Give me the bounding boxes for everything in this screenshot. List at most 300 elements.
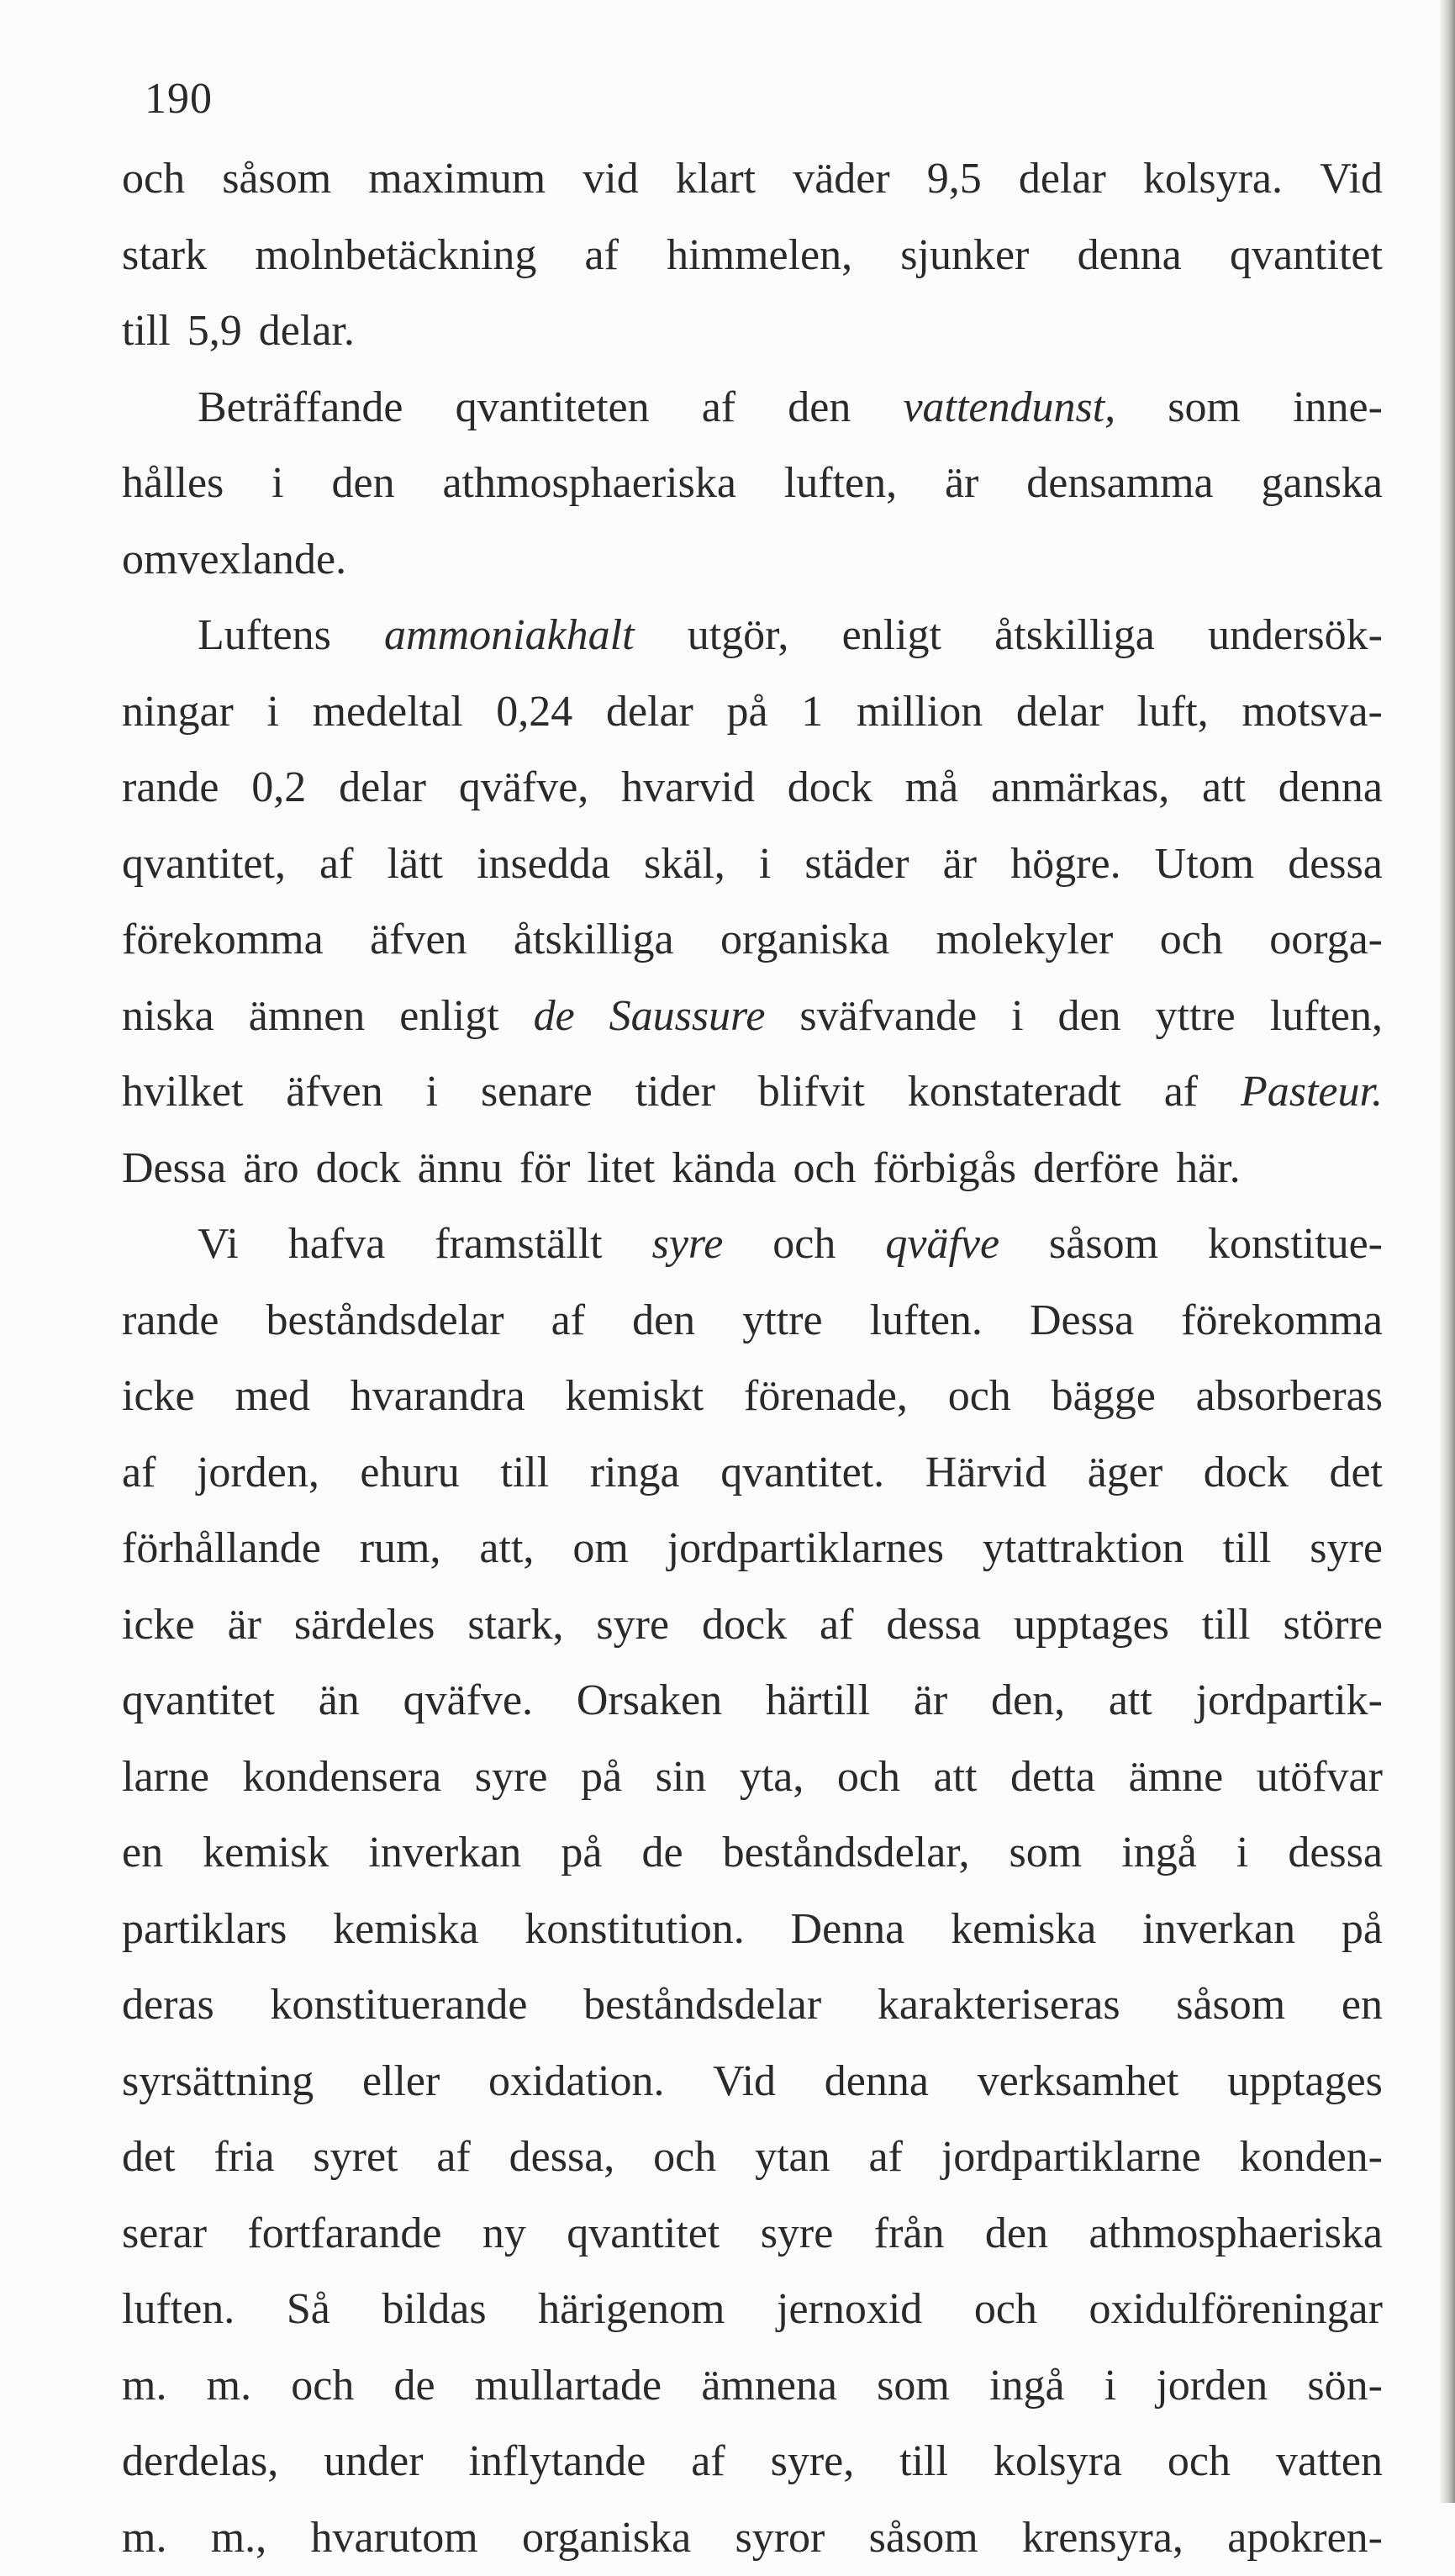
word: konstitue-	[1208, 1206, 1383, 1283]
word: Denna	[791, 1892, 905, 1968]
word: ytattraktion	[983, 1511, 1184, 1587]
word: mullartade	[475, 2348, 662, 2425]
word: denna	[825, 2044, 929, 2120]
text-line	[122, 1359, 1383, 1435]
word: under	[324, 2424, 423, 2500]
word: ämnena	[701, 2348, 837, 2425]
word: delar	[339, 750, 426, 826]
word: 9,5	[927, 141, 982, 218]
body-text	[122, 141, 1383, 2576]
word: af	[436, 2119, 470, 2196]
word: dessa	[1288, 826, 1383, 903]
word: som	[877, 2348, 950, 2425]
word: sjunker	[900, 218, 1029, 294]
word: omvexlande.	[122, 522, 346, 599]
word: qvantitet	[122, 1663, 275, 1739]
word: i	[267, 674, 279, 751]
word: som	[1010, 1815, 1083, 1892]
word: denna	[1078, 218, 1182, 294]
word: äro	[243, 1131, 298, 1207]
word: och	[837, 1739, 900, 1816]
word: sväfvande	[799, 979, 977, 1055]
word: m.	[122, 2348, 166, 2425]
word: inne-	[1293, 370, 1383, 446]
italic-word: de	[534, 979, 575, 1055]
word: sön-	[1307, 2348, 1383, 2425]
word: härigenom	[538, 2272, 725, 2348]
word: på	[561, 1815, 602, 1892]
word: Dessa	[1030, 1283, 1134, 1359]
page-edge-shadow	[1440, 0, 1455, 2503]
word: konstitution.	[525, 1892, 744, 1968]
word: delar	[1016, 674, 1104, 751]
word: syrsättning	[122, 2044, 314, 2120]
text-line	[122, 2196, 1383, 2272]
word: Vid	[1320, 141, 1383, 218]
word: kemiska	[333, 1892, 478, 1968]
word: större	[1284, 1587, 1383, 1664]
word: skäl,	[644, 826, 725, 903]
word: och	[653, 2119, 716, 2196]
text-line	[122, 1511, 1383, 1587]
text-line	[122, 1892, 1383, 1968]
word: kolsyra	[994, 2424, 1122, 2500]
text-line	[122, 2348, 1383, 2425]
word: sin	[656, 1739, 707, 1816]
word: oorga-	[1269, 902, 1383, 979]
word: detta	[1010, 1739, 1095, 1816]
text-line	[122, 370, 1383, 446]
word: delar	[1019, 141, 1106, 218]
word: luften,	[784, 446, 897, 522]
word: anmärkas,	[991, 750, 1169, 826]
word: yttre	[742, 1283, 822, 1359]
word: hafva	[288, 1206, 385, 1283]
word: utgör,	[688, 598, 789, 674]
word: 1	[801, 674, 823, 751]
word: Luftens	[198, 598, 331, 674]
word: himmelen,	[667, 218, 852, 294]
word: upptages	[1227, 2044, 1383, 2120]
word: den	[332, 446, 395, 522]
text-line	[122, 1587, 1383, 1664]
word: 0,2	[251, 750, 306, 826]
word: i	[1236, 1815, 1248, 1892]
italic-word: vattendunst,	[903, 370, 1115, 446]
word: ganska	[1262, 446, 1383, 522]
word: oxidulföreningar	[1089, 2272, 1382, 2348]
text-line	[122, 1206, 1383, 1283]
word: och	[793, 1131, 856, 1207]
word: m.	[122, 2500, 166, 2576]
word: såsom	[1049, 1206, 1158, 1283]
italic-word: ammoniakhalt	[384, 598, 635, 674]
word: de	[641, 1815, 683, 1892]
word: m.	[207, 2348, 251, 2425]
word: en	[122, 1815, 163, 1892]
word: och	[291, 2348, 354, 2425]
word: icke	[122, 1359, 195, 1435]
word: såsom	[222, 141, 331, 218]
text-line	[122, 1283, 1383, 1359]
word: är	[914, 1663, 947, 1739]
word: ningar	[122, 674, 234, 751]
word: fria	[214, 2119, 274, 2196]
word: är	[945, 446, 978, 522]
word: äfven	[370, 902, 467, 979]
text-line	[122, 1739, 1383, 1816]
word: undersök-	[1208, 598, 1383, 674]
word: i	[426, 1054, 438, 1131]
word: och	[948, 1359, 1011, 1435]
text-line	[122, 446, 1383, 522]
word: ytan	[755, 2119, 830, 2196]
word: af	[585, 218, 619, 294]
word: deras	[122, 1967, 214, 2044]
word: insedda	[477, 826, 610, 903]
word: qvantitet	[567, 2196, 720, 2272]
word: organiska	[522, 2500, 691, 2576]
word: jordpartiklarnes	[667, 1511, 944, 1587]
word: qvantitet,	[122, 826, 286, 903]
word: eller	[362, 2044, 440, 2120]
word: ny	[482, 2196, 526, 2272]
word: högre.	[1010, 826, 1120, 903]
word: på	[727, 674, 768, 751]
word: enligt	[399, 979, 498, 1055]
word: och	[974, 2272, 1037, 2348]
word: må	[905, 750, 959, 826]
word: som	[1168, 370, 1241, 446]
word: vatten	[1276, 2424, 1383, 2500]
word: beståndsdelar	[583, 1967, 821, 2044]
word: hvarvid	[621, 750, 755, 826]
text-line	[122, 522, 1383, 599]
word: med	[235, 1359, 310, 1435]
word: Beträffande	[198, 370, 403, 446]
word: syre	[596, 1587, 669, 1664]
italic-word: qväfve	[885, 1206, 999, 1283]
text-line	[122, 1435, 1383, 1512]
word: ingå	[1121, 1815, 1197, 1892]
word: i	[271, 446, 283, 522]
word: till	[1223, 1511, 1272, 1587]
word: dock	[1204, 1435, 1289, 1512]
word: Utom	[1155, 826, 1254, 903]
word: och	[772, 1206, 836, 1283]
word: qvantitet	[1230, 218, 1383, 294]
word: yta,	[740, 1739, 804, 1816]
word: härtill	[766, 1663, 870, 1739]
word: inverkan	[1142, 1892, 1295, 1968]
word: af	[868, 2119, 902, 2196]
word: dessa,	[509, 2119, 615, 2196]
word: enligt	[842, 598, 941, 674]
word: ännu	[418, 1131, 503, 1207]
word: serar	[122, 2196, 207, 2272]
word: förenade,	[744, 1359, 908, 1435]
word: till	[500, 1435, 549, 1512]
text-line	[122, 674, 1383, 751]
word: af	[820, 1587, 853, 1664]
word: den	[632, 1283, 695, 1359]
word: hvarutom	[310, 2500, 477, 2576]
word: äger	[1088, 1435, 1162, 1512]
text-line	[122, 2424, 1383, 2500]
word: m.,	[211, 2500, 266, 2576]
word: medeltal	[313, 674, 463, 751]
text-line	[122, 902, 1383, 979]
word: åtskilliga	[514, 902, 674, 979]
word: beståndsdelar,	[723, 1815, 970, 1892]
word: på	[1342, 1892, 1383, 1968]
word: denna	[1278, 750, 1383, 826]
word: på	[581, 1739, 622, 1816]
word: utöfvar	[1257, 1739, 1383, 1816]
text-line	[122, 1131, 1383, 1207]
text-line	[122, 598, 1383, 674]
word: förekomma	[122, 902, 324, 979]
word: syre	[475, 1739, 548, 1816]
word: syre	[761, 2196, 834, 2272]
word: konden-	[1240, 2119, 1383, 2196]
text-line	[122, 979, 1383, 1055]
word: Vi	[198, 1206, 239, 1283]
word: Härvid	[925, 1435, 1046, 1512]
word: att	[934, 1739, 978, 1816]
text-line	[122, 293, 1383, 370]
word: athmosphaeriska	[1089, 2196, 1382, 2272]
word: ehuru	[360, 1435, 459, 1512]
text-line	[122, 1967, 1383, 2044]
word: jordpartiklarne	[941, 2119, 1201, 2196]
text-line	[122, 2272, 1383, 2348]
word: luften,	[1270, 979, 1383, 1055]
word: ingå	[989, 2348, 1065, 2425]
word: athmosphaeriska	[442, 446, 735, 522]
word: förbigås	[873, 1131, 1016, 1207]
word: i	[1011, 979, 1023, 1055]
word: ämne	[1129, 1739, 1224, 1816]
word: af	[319, 826, 353, 903]
word: 5,9	[187, 293, 242, 370]
word: Vid	[713, 2044, 776, 2120]
word: i	[759, 826, 771, 903]
word: såsom	[1176, 1967, 1285, 2044]
word: rum,	[360, 1511, 441, 1587]
word: kemiskt	[566, 1359, 704, 1435]
word: oxidation.	[488, 2044, 664, 2120]
word: dessa	[886, 1587, 981, 1664]
word: en	[1342, 1967, 1383, 2044]
text-line	[122, 1815, 1383, 1892]
word: af	[691, 2424, 725, 2500]
word: åtskilliga	[994, 598, 1155, 674]
word: den	[985, 2196, 1048, 2272]
text-line	[122, 2044, 1383, 2120]
word: den	[1057, 979, 1120, 1055]
word: jorden	[1156, 2348, 1268, 2425]
word: tider	[635, 1054, 715, 1131]
word: ämnen	[249, 979, 366, 1055]
word: luften.	[870, 1283, 983, 1359]
italic-word: Saussure	[609, 979, 766, 1055]
word: syre,	[771, 2424, 855, 2500]
text-line	[122, 141, 1383, 218]
word: från	[874, 2196, 945, 2272]
word: apokren-	[1227, 2500, 1383, 2576]
word: förekomma	[1181, 1283, 1383, 1359]
word: inverkan	[368, 1815, 521, 1892]
word: organiska	[720, 902, 889, 979]
text-line	[122, 2500, 1383, 2576]
word: kemiska	[951, 1892, 1096, 1968]
word: jorden,	[197, 1435, 319, 1512]
word: syret	[313, 2119, 398, 2196]
word: i	[1104, 2348, 1116, 2425]
word: förhållande	[122, 1511, 321, 1587]
word: bägge	[1052, 1359, 1156, 1435]
word: af	[1164, 1054, 1198, 1131]
word: kondensera	[242, 1739, 441, 1816]
word: inflytande	[469, 2424, 646, 2500]
word: stark	[122, 218, 207, 294]
word: Så	[287, 2272, 330, 2348]
word: blifvit	[758, 1054, 865, 1131]
word: syror	[735, 2500, 825, 2576]
word: krensyra,	[1022, 2500, 1184, 2576]
word: delar	[606, 674, 693, 751]
word: jordpartik-	[1196, 1663, 1383, 1739]
word: hvilket	[122, 1054, 243, 1131]
word: dock	[788, 750, 872, 826]
word: och	[1160, 902, 1223, 979]
word: är	[943, 826, 977, 903]
word: rande	[122, 750, 219, 826]
word: karakteriseras	[878, 1967, 1120, 2044]
word: fortfarande	[247, 2196, 441, 2272]
word: niska	[122, 979, 214, 1055]
word: klart	[676, 141, 756, 218]
text-line	[122, 2119, 1383, 2196]
word: vid	[583, 141, 638, 218]
word: bildas	[382, 2272, 486, 2348]
word: de	[394, 2348, 435, 2425]
word: dock	[316, 1131, 401, 1207]
word: molnbetäckning	[255, 218, 536, 294]
word: den,	[991, 1663, 1065, 1739]
word: lätt	[387, 826, 443, 903]
word: dock	[702, 1587, 787, 1664]
word: derföre	[1033, 1131, 1159, 1207]
word: rande	[122, 1283, 219, 1359]
word: konstateradt	[908, 1054, 1121, 1131]
word: jernoxid	[777, 2272, 922, 2348]
word: dessa	[1288, 1815, 1383, 1892]
word: luften.	[122, 2272, 235, 2348]
text-line	[122, 1663, 1383, 1739]
word: väder	[793, 141, 889, 218]
word: larne	[122, 1739, 209, 1816]
word: litet	[587, 1131, 655, 1207]
word: och	[122, 141, 185, 218]
word: hvarandra	[351, 1359, 525, 1435]
word: beståndsdelar	[266, 1283, 504, 1359]
word: kemisk	[203, 1815, 329, 1892]
word: molekyler	[936, 902, 1114, 979]
word: det	[1329, 1435, 1383, 1512]
word: att	[1109, 1663, 1152, 1739]
word: att,	[479, 1511, 534, 1587]
word: icke	[122, 1587, 195, 1664]
word: yttre	[1155, 979, 1235, 1055]
word: qväfve,	[459, 750, 588, 826]
word: verksamhet	[978, 2044, 1179, 2120]
italic-word: syre	[652, 1206, 724, 1283]
word: än	[319, 1663, 360, 1739]
word: till	[1202, 1587, 1251, 1664]
word: konstituerande	[270, 1967, 527, 2044]
word: densamma	[1026, 446, 1213, 522]
word: upptages	[1014, 1587, 1169, 1664]
word: den	[788, 370, 851, 446]
word: att	[1202, 750, 1246, 826]
word: till	[122, 293, 171, 370]
word: hålles	[122, 446, 224, 522]
word: särdeles	[294, 1587, 435, 1664]
text-line	[122, 218, 1383, 294]
word: af	[122, 1435, 156, 1512]
word: million	[857, 674, 983, 751]
word: kolsyra.	[1143, 141, 1283, 218]
page-number: 190	[145, 74, 213, 124]
word: Orsaken	[577, 1663, 722, 1739]
text-line	[122, 826, 1383, 903]
word: motsva-	[1241, 674, 1383, 751]
word: här.	[1176, 1131, 1241, 1207]
word: qvantitet.	[720, 1435, 884, 1512]
word: qväfve.	[403, 1663, 533, 1739]
word: kända	[672, 1131, 776, 1207]
word: partiklars	[122, 1892, 287, 1968]
word: städer	[804, 826, 909, 903]
word: framställt	[435, 1206, 602, 1283]
word: och	[1168, 2424, 1231, 2500]
word: 0,24	[496, 674, 572, 751]
word: af	[551, 1283, 585, 1359]
text-line	[122, 1054, 1383, 1131]
word: såsom	[869, 2500, 978, 2576]
italic-word: Pasteur.	[1241, 1054, 1383, 1131]
word: luft,	[1136, 674, 1208, 751]
word: ringa	[590, 1435, 680, 1512]
word: syre	[1310, 1511, 1383, 1587]
word: om	[572, 1511, 628, 1587]
word: senare	[481, 1054, 593, 1131]
word: till	[899, 2424, 948, 2500]
word: stark,	[467, 1587, 563, 1664]
word: delar.	[259, 293, 355, 370]
word: absorberas	[1196, 1359, 1383, 1435]
word: af	[702, 370, 735, 446]
word: maximum	[368, 141, 546, 218]
word: qvantiteten	[456, 370, 650, 446]
word: derdelas,	[122, 2424, 278, 2500]
word: Dessa	[122, 1131, 226, 1207]
word: för	[519, 1131, 571, 1207]
text-line	[122, 750, 1383, 826]
word: det	[122, 2119, 176, 2196]
